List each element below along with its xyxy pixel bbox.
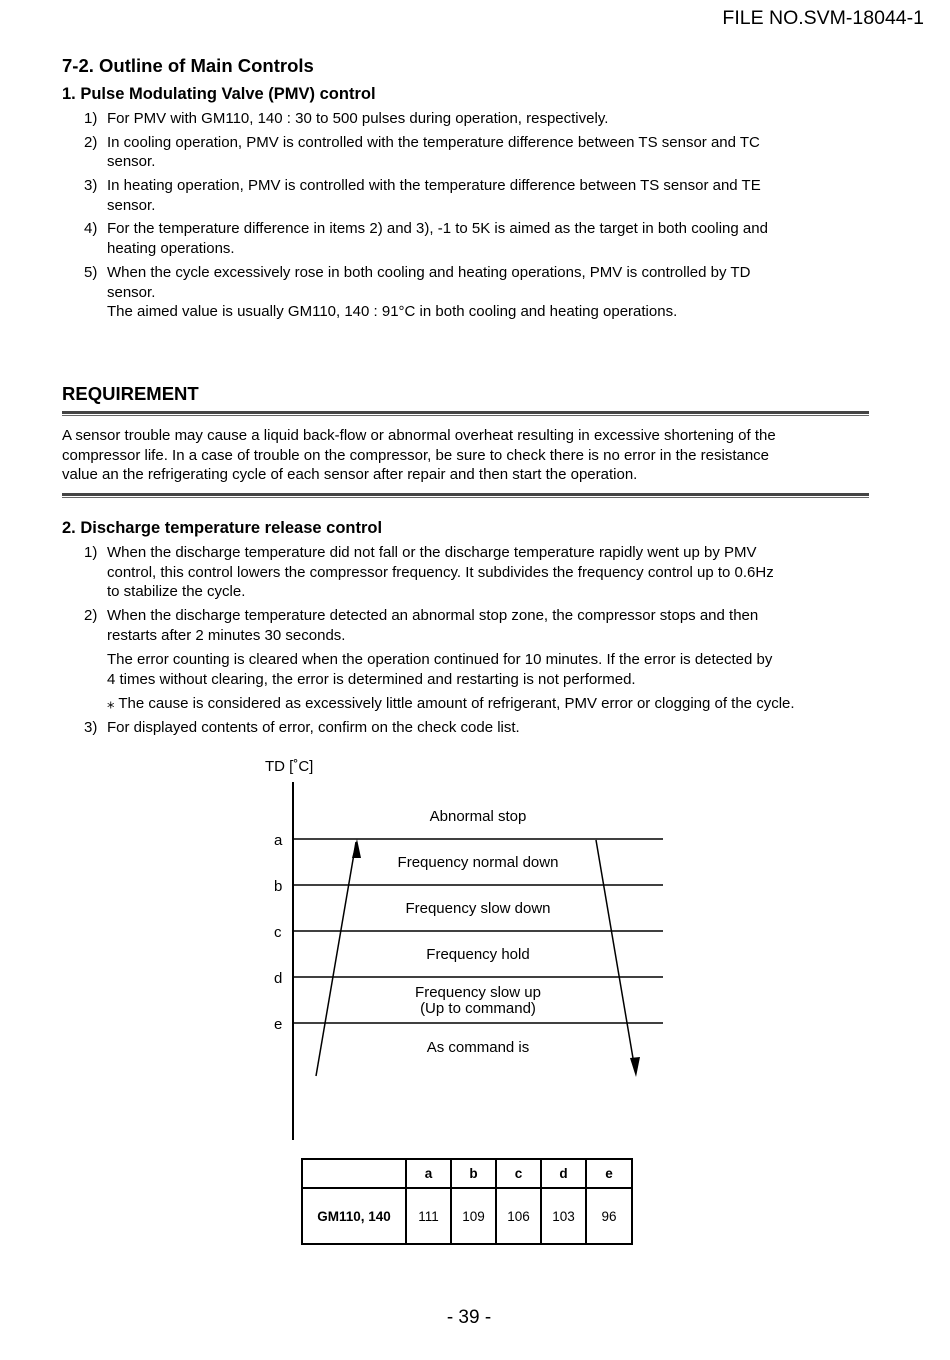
discharge-control-heading: 2. Discharge temperature release control [62, 519, 383, 537]
item-number: 2) [84, 607, 98, 624]
value-cell: 109 [451, 1188, 496, 1244]
item-text: In heating operation, PMV is controlled with the temperature difference between TS sensor and TE [107, 177, 761, 194]
y-axis-label: TD [˚C] [265, 758, 314, 775]
rising-arrow [316, 842, 356, 1076]
level-label-c: c [274, 924, 282, 941]
item-text: sensor. [107, 284, 156, 301]
item-number: 3) [84, 719, 98, 736]
value-cell: 96 [586, 1188, 632, 1244]
header-cell: b [451, 1159, 496, 1188]
zone-frequency-slow-up-note: (Up to command) [420, 1000, 536, 1017]
item-number: 3) [84, 177, 98, 194]
item-note: ⁎ The cause is considered as excessively little amount of refrigerant, PMV error or clogging of the cycle. [107, 695, 795, 712]
item-text: sensor. [107, 197, 156, 214]
item-number: 1) [84, 110, 98, 127]
item-number: 5) [84, 264, 98, 281]
zone-frequency-slow-up: Frequency slow up [415, 984, 541, 1001]
level-label-d: d [274, 970, 283, 987]
zone-frequency-hold: Frequency hold [426, 946, 530, 963]
item-number: 1) [84, 544, 98, 561]
model-cell: GM110, 140 [302, 1188, 406, 1244]
item-text: restarts after 2 minutes 30 seconds. [107, 627, 346, 644]
pmv-control-heading: 1. Pulse Modulating Valve (PMV) control [62, 85, 376, 103]
item-text: sensor. [107, 153, 156, 170]
item-text: When the cycle excessively rose in both cooling and heating operations, PMV is controlled by TD [107, 264, 751, 281]
item-text: to stabilize the cycle. [107, 583, 246, 600]
header-cell: c [496, 1159, 541, 1188]
table-row [302, 1188, 632, 1244]
item-text: For displayed contents of error, confirm on the check code list. [107, 719, 520, 736]
level-label-a: a [274, 832, 283, 849]
requirement-line: value an the refrigerating cycle of each sensor after repair and then start the operation. [62, 466, 638, 483]
level-label-b: b [274, 878, 283, 895]
zone-abnormal-stop: Abnormal stop [429, 808, 527, 825]
header-cell: d [541, 1159, 586, 1188]
item-text: The error counting is cleared when the operation continued for 10 minutes. If the error is detected by [107, 651, 773, 668]
zone-as-command: As command is [426, 1039, 530, 1056]
item-text: control, this control lowers the compressor frequency. It subdivides the frequency control up to 0.6Hz [107, 564, 774, 581]
item-number: 2) [84, 134, 98, 151]
falling-arrow [596, 840, 635, 1070]
zone-frequency-normal-down: Frequency normal down [397, 854, 559, 871]
zone-frequency-slow-down: Frequency slow down [405, 900, 551, 917]
requirement-heading: REQUIREMENT [62, 383, 199, 404]
value-cell: 106 [496, 1188, 541, 1244]
item-text: heating operations. [107, 240, 235, 257]
section-title: 7-2. Outline of Main Controls [62, 55, 314, 76]
requirement-line: compressor life. In a case of trouble on the compressor, be sure to check there is no error in the resistance [62, 447, 770, 464]
requirement-line: A sensor trouble may cause a liquid back-flow or abnormal overheat resulting in excessive shortening of the [62, 427, 776, 444]
item-text: The aimed value is usually GM110, 140 : 91°C in both cooling and heating operations. [107, 303, 678, 320]
page-number: - 39 - [446, 1307, 492, 1328]
item-text: In cooling operation, PMV is controlled with the temperature difference between TS sensor and TC [107, 134, 760, 151]
table-header-row [302, 1159, 632, 1188]
header-cell [302, 1159, 406, 1188]
level-label-e: e [274, 1016, 283, 1033]
td-threshold-table [301, 1158, 633, 1245]
value-cell: 111 [406, 1188, 451, 1244]
item-text: When the discharge temperature detected an abnormal stop zone, the compressor stops and then [107, 607, 759, 624]
rising-arrowhead [352, 839, 361, 858]
item-number: 4) [84, 220, 98, 237]
falling-arrowhead [630, 1057, 640, 1077]
header-cell: a [406, 1159, 451, 1188]
item-text: For PMV with GM110, 140 : 30 to 500 pulses during operation, respectively. [107, 110, 609, 127]
item-text: When the discharge temperature did not fall or the discharge temperature rapidly went up by PMV [107, 544, 757, 561]
item-text: For the temperature difference in items 2) and 3), -1 to 5K is aimed as the target in both cooling and [107, 220, 768, 237]
file-number: FILE NO.SVM-18044-1 [722, 7, 924, 29]
header-cell: e [586, 1159, 632, 1188]
item-text: 4 times without clearing, the error is determined and restarting is not performed. [107, 671, 636, 688]
value-cell: 103 [541, 1188, 586, 1244]
